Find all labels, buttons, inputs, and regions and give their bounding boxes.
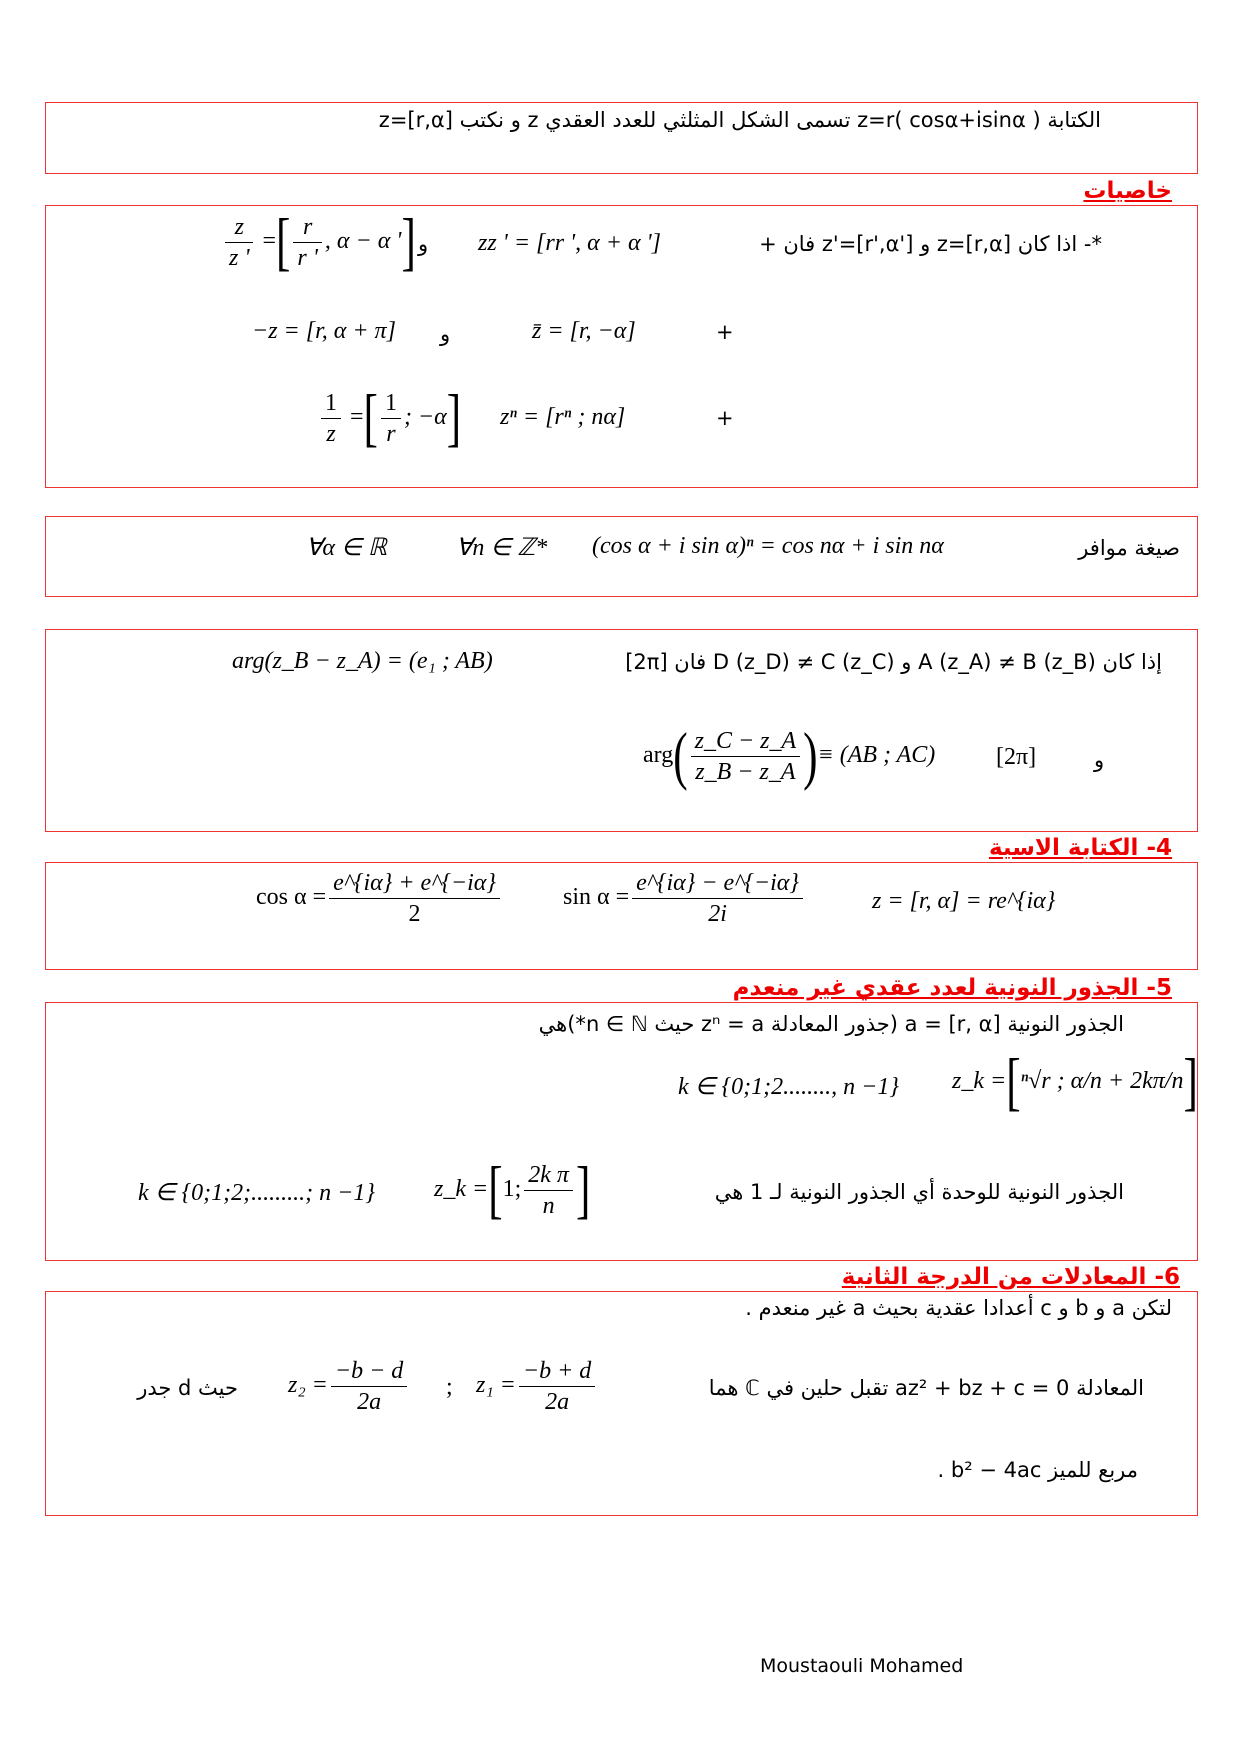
quadratic-heading: 6- المعادلات من الدرجة الثانية (841, 1264, 1180, 1290)
roots-heading: 5- الجذور النونية لعدد عقدي غير منعدم (732, 975, 1172, 1001)
modulo-2pi: [2π] (996, 744, 1037, 770)
opposite-formula: −z = [r, α + π] (252, 318, 396, 344)
solution-z1: z₁ = $\frac{-b + d}{2a}$ (476, 1356, 598, 1417)
quantifier-n: ∀n ∈ ℤ* (456, 535, 548, 561)
properties-heading: خاصيات (1083, 178, 1172, 204)
and-label-1: و (418, 232, 429, 256)
and-label-2: و (440, 322, 451, 346)
unity-roots-text: الجذور النونية للوحدة أي الجذور النونية لـ 1 هي (714, 1180, 1124, 1204)
power-formula: zⁿ = [rⁿ ; nα] (500, 404, 626, 430)
moivre-label: صيغة موافر (1078, 536, 1180, 560)
argument-formula-1: arg(z_B − z_A) = (e₁ ; AB) (232, 648, 493, 674)
argument-condition: إذا كان A (z_A) ≠ B (z_B) و D (z_D) ≠ C (z_C) فان [2π] (625, 650, 1162, 674)
quadratic-equation-text: المعادلة az² + bz + c = 0 تقبل حلين في ℂ هما (708, 1376, 1144, 1400)
unity-roots-formula: z_k =[1; $\frac{\text{2k π}}{n}$ ] (434, 1155, 591, 1226)
argument-formula-2: arg( $\frac{z\_C - z\_A}{z\_B - z\_A}$ )≡ (AB ; AC) (643, 721, 936, 792)
roots-k-range: k ∈ {0;1;2........, n −1} (678, 1074, 899, 1100)
unity-roots-k-range: k ∈ {0;1;2;.........; n −1} (138, 1180, 375, 1206)
properties-line3-plus: + (716, 406, 734, 430)
product-formula: zz ' = [rr ', α + α '] (478, 230, 662, 256)
sin-formula: sin α = $\frac{e\^{}\{i\alpha\} - e\^{}\{-i\alpha\}}{2i}$ (563, 868, 806, 929)
roots-box (45, 1002, 1198, 1261)
properties-line2-plus: + (716, 320, 734, 344)
cos-formula: cos α = $\frac{e\^{}\{i\alpha\} + e\^{}\{-i\alpha\}}{2}$ (256, 868, 503, 929)
quadratic-hypothesis: لتكن a و b و c أعدادا عقدية بحيث a غير منعدم . (745, 1296, 1172, 1320)
solution-z2: z₂ = $\frac{-b - d}{2a}$ (288, 1356, 410, 1417)
d-definition: حيث d جدر (137, 1376, 238, 1400)
roots-definition: الجذور النونية a = [r, α] (جذور المعادلة zⁿ = a حيث n ∈ ℕ*)هي (538, 1012, 1124, 1036)
properties-line1-text: *- اذا كان z=[r,α] و z'=[r',α'] فان + (759, 232, 1102, 256)
conjugate-formula: z̄ = [r, −α] (532, 318, 636, 344)
author-footer: Moustaouli Mohamed (760, 1655, 964, 1677)
quadratic-box (45, 1291, 1198, 1516)
solutions-separator: ; (446, 1374, 453, 1400)
and-label-3: و (1094, 748, 1105, 772)
roots-formula: z_k =[ⁿ√r ; α/n + 2kπ/n] (952, 1047, 1198, 1118)
quantifier-alpha: ∀α ∈ ℝ (306, 535, 387, 561)
exponential-heading: 4- الكتابة الاسية (988, 835, 1172, 861)
moivre-formula: (cos α + i sin α)ⁿ = cos nα + i sin nα (592, 533, 944, 559)
inverse-formula: $\frac{1}{z}$ =[ $\frac{1}{r}$ ; −α] (318, 388, 461, 449)
quotient-formula: $\frac{z}{z '}$ =[ $\frac{r}{r '}$ , α − α '] (222, 212, 416, 273)
trig-form-definition: الكتابة ( z=r( cosα+isinα تسمى الشكل المثلثي للعدد العقدي z و نكتب z=[r,α] (378, 108, 1101, 132)
discriminant-text: مربع للميز b² − 4ac . (937, 1458, 1138, 1482)
exponential-form: z = [r, α] = re^{iα} (872, 888, 1056, 914)
